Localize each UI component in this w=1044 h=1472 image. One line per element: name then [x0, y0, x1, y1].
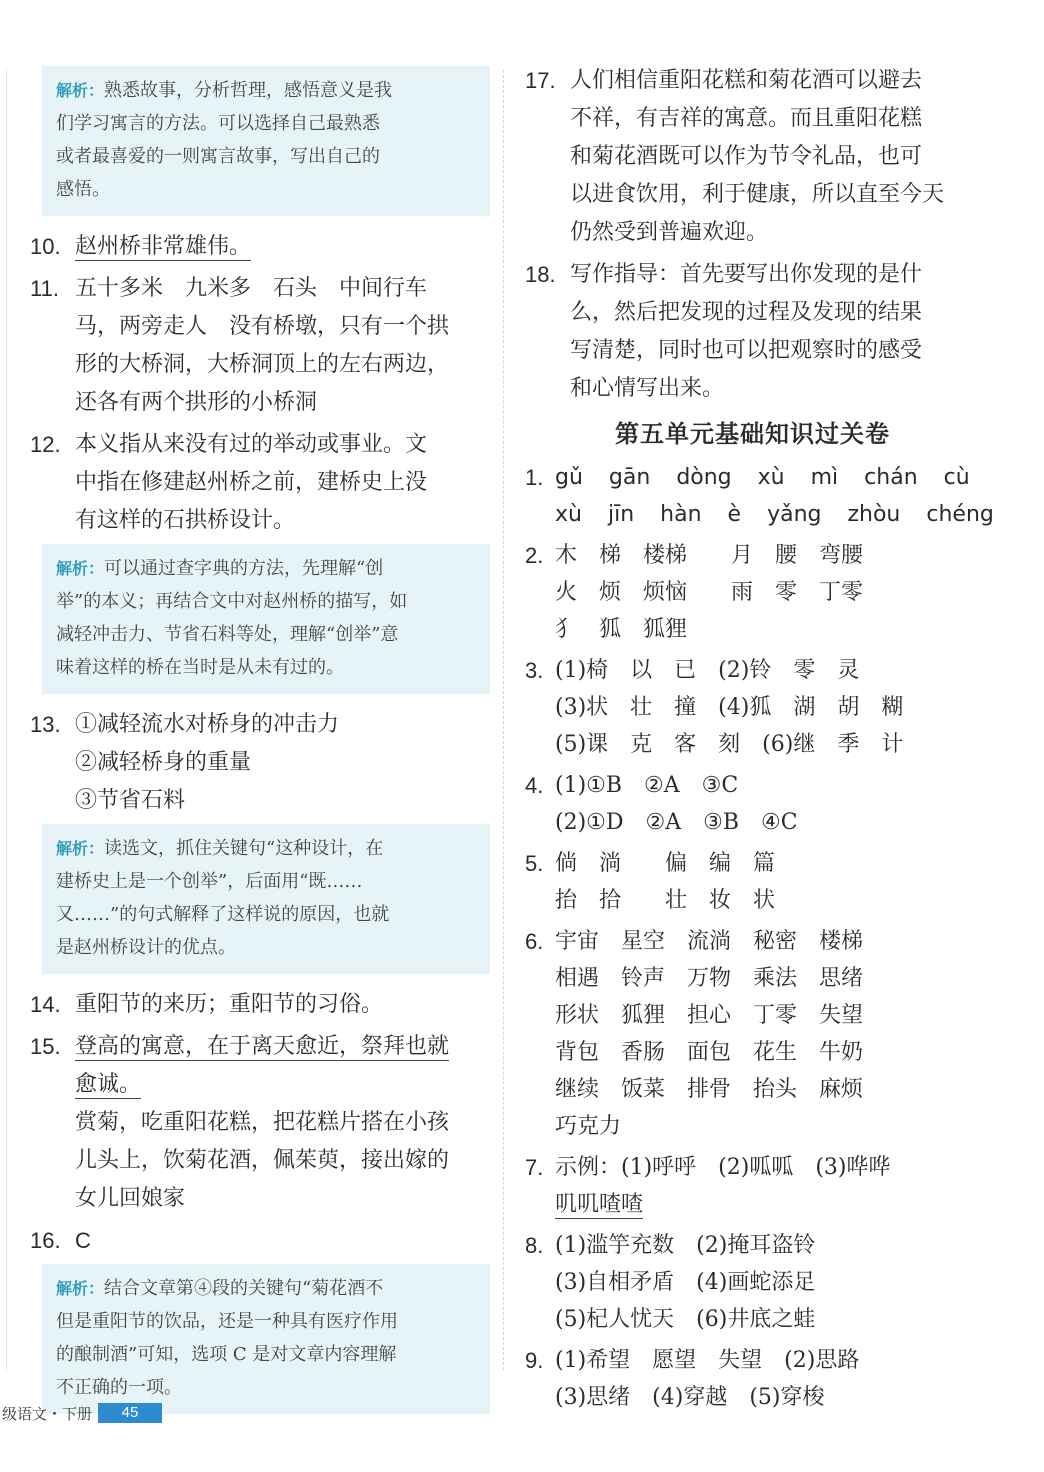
answer-line: 倘 淌 偏 编 篇	[555, 851, 776, 876]
answer-line: 女儿回娘家	[75, 1186, 186, 1211]
underlined-answer: 叽叽喳喳	[555, 1192, 644, 1217]
answer-line: (5)杞人忧天 (6)井底之蛙	[555, 1307, 816, 1332]
pinyin: chéng	[926, 502, 994, 527]
question-number: 14.	[30, 992, 61, 1017]
answer-line: 和心情写出来。	[570, 376, 725, 401]
answer-line: 中指在修建赵州桥之前，建桥史上没	[75, 470, 428, 495]
pinyin: xù	[555, 502, 582, 527]
answer-line: (3)思绪 (4)穿越 (5)穿梭	[555, 1385, 825, 1410]
answer-line: (3)状 壮 撞 (4)狐 湖 胡 糊	[555, 695, 904, 720]
note-line: 举”的本义；再结合文中对赵州桥的描写，如	[56, 591, 408, 612]
answer-14	[30, 986, 490, 1024]
section-title: 第五单元基础知识过关卷	[615, 420, 890, 448]
analysis-note-2	[42, 544, 490, 694]
answer-line: ①减轻流水对桥身的冲击力	[75, 712, 340, 737]
answer-line: 仍然受到普遍欢迎。	[570, 220, 769, 245]
pinyin: yǎng	[767, 502, 822, 527]
answer-9	[525, 1342, 980, 1416]
question-number: 15.	[30, 1034, 61, 1059]
analysis-note-3	[42, 824, 490, 974]
answer-line: 重阳节的来历；重阳节的习俗。	[75, 992, 384, 1017]
note-line: 们学习寓言的方法。可以选择自己最熟悉	[56, 113, 380, 134]
answer-line: 犭 狐 狐狸	[555, 617, 688, 642]
answer-line: 不祥，有吉祥的寓意。而且重阳花糕	[570, 106, 923, 131]
note-line: 熟悉故事，分析哲理，感悟意义是我	[104, 80, 393, 101]
answer-line: (1)希望 愿望 失望 (2)思路	[555, 1348, 860, 1373]
page-footer	[0, 1402, 162, 1424]
footer-book-label: 级语文・下册	[2, 1404, 93, 1423]
answer-line: 相遇 铃声 万物 乘法 思绪	[555, 966, 864, 991]
pinyin-row-2	[555, 496, 994, 533]
answer-line: (2)①D ②A ③B ④C	[555, 810, 798, 835]
answer-line: 继续 饭菜 排骨 抬头 麻烦	[555, 1077, 864, 1102]
note-line: 减轻冲击力、节省石料等处，理解“创举”意	[56, 624, 399, 645]
analysis-tag: 解析：	[56, 81, 105, 100]
column-divider	[503, 70, 504, 1370]
answer-line: 以进食饮用，利于健康，所以直至今天	[570, 182, 945, 207]
question-number: 6.	[525, 929, 544, 954]
answer-line: (3)自相矛盾 (4)画蛇添足	[555, 1270, 816, 1295]
analysis-note-1	[42, 66, 490, 216]
answer-line: (1)①B ②A ③C	[555, 773, 739, 798]
pinyin: zhòu	[847, 502, 901, 527]
note-line: 的酿制酒”可知，选项 C 是对文章内容理解	[56, 1344, 397, 1365]
analysis-tag: 解析：	[56, 839, 105, 858]
answer-line: 示例：(1)呼呼 (2)呱呱 (3)哗哗	[555, 1155, 891, 1180]
question-number: 1.	[525, 465, 544, 490]
note-line: 不正确的一项。	[56, 1377, 182, 1398]
pinyin: xù	[757, 465, 785, 490]
answer-12	[30, 426, 490, 540]
answer-line: 形状 狐狸 担心 丁零 失望	[555, 1003, 864, 1028]
note-line: 但是重阳节的饮品，还是一种具有医疗作用	[56, 1311, 398, 1332]
left-column	[30, 62, 490, 1426]
answer-line: 本义指从来没有过的举动或事业。文	[75, 432, 428, 457]
question-number: 7.	[525, 1155, 544, 1180]
note-line: 可以通过查字典的方法，先理解“创	[104, 558, 384, 579]
note-line: 味着这样的桥在当时是从未有过的。	[56, 657, 344, 678]
note-line: 建桥史上是一个创举”，后面用“既……	[56, 871, 363, 892]
answer-18	[525, 256, 980, 408]
left-edge-rule	[6, 70, 7, 1370]
answer-line: 赏菊，吃重阳花糕，把花糕片搭在小孩	[75, 1110, 450, 1135]
question-number: 4.	[525, 773, 544, 798]
question-number: 18.	[525, 262, 556, 287]
pinyin: hàn	[660, 502, 702, 527]
analysis-tag: 解析：	[56, 1279, 105, 1298]
answer-6	[525, 923, 980, 1145]
question-number: 12.	[30, 432, 61, 457]
pinyin: gǔ	[555, 465, 583, 490]
answer-3	[525, 652, 980, 763]
question-number: 5.	[525, 851, 544, 876]
answer-line: 和菊花酒既可以作为节令礼品，也可	[570, 144, 923, 169]
answer-line: (1)滥竽充数 (2)掩耳盗铃	[555, 1233, 816, 1258]
underlined-answer: 愈诚。	[75, 1072, 142, 1097]
question-number: 2.	[525, 543, 544, 568]
pinyin: jīn	[607, 502, 635, 527]
answer-1-pinyin	[525, 459, 994, 533]
pinyin: chán	[864, 465, 918, 490]
answer-line: (5)课 克 客 刻 (6)继 季 计	[555, 732, 904, 757]
note-line: 感悟。	[56, 179, 110, 200]
right-column	[525, 62, 994, 1420]
answer-11	[30, 270, 490, 422]
pinyin: mì	[810, 465, 839, 490]
question-number: 3.	[525, 658, 544, 683]
underlined-answer: 登高的寓意，在于离天愈近，祭拜也就	[75, 1034, 450, 1059]
page-number: 45	[98, 1403, 162, 1423]
answer-line: 抬 拾 壮 妆 状	[555, 888, 776, 913]
answer-line: 宇宙 星空 流淌 秘密 楼梯	[555, 929, 864, 954]
pinyin: dòng	[676, 465, 732, 490]
question-number: 10.	[30, 234, 61, 259]
analysis-tag: 解析：	[56, 559, 105, 578]
answer-line: 么，然后把发现的过程及发现的结果	[570, 300, 923, 325]
answer-5	[525, 845, 980, 919]
answer-line: 五十多米 九米多 石头 中间行车	[75, 276, 428, 301]
answer-line: 写作指导：首先要写出你发现的是什	[570, 262, 923, 287]
answer-16	[30, 1222, 490, 1260]
pinyin-row-1	[555, 459, 994, 496]
answer-text: 赵州桥非常雄伟。	[75, 234, 252, 259]
answer-8	[525, 1227, 980, 1338]
answer-line: 木 梯 楼梯 月 腰 弯腰	[555, 543, 864, 568]
answer-15	[30, 1028, 490, 1218]
question-number: 16.	[30, 1228, 61, 1253]
analysis-note-4	[42, 1264, 490, 1414]
answer-7	[525, 1149, 980, 1223]
answer-line: ②减轻桥身的重量	[75, 750, 252, 775]
note-line: 又……”的句式解释了这样说的原因，也就	[56, 904, 390, 925]
note-line: 是赵州桥设计的优点。	[56, 937, 236, 958]
question-number: 9.	[525, 1348, 544, 1373]
answer-4	[525, 767, 980, 841]
answer-line: 写清楚，同时也可以把观察时的感受	[570, 338, 923, 363]
answer-line: 儿头上，饮菊花酒，佩茱萸，接出嫁的	[75, 1148, 450, 1173]
answer-10	[30, 228, 490, 266]
answer-13	[30, 706, 490, 820]
answer-line: 火 烦 烦恼 雨 零 丁零	[555, 580, 864, 605]
answer-line: 马，两旁走人 没有桥墩，只有一个拱	[75, 314, 450, 339]
question-number: 13.	[30, 712, 61, 737]
answer-line: 背包 香肠 面包 花生 牛奶	[555, 1040, 864, 1065]
note-line: 读选文，抓住关键句“这种设计，在	[104, 838, 384, 859]
pinyin: gān	[608, 465, 651, 490]
question-number: 11.	[30, 276, 59, 301]
answer-line: 人们相信重阳花糕和菊花酒可以避去	[570, 68, 923, 93]
note-line: 或者最喜爱的一则寓言故事，写出自己的	[56, 146, 380, 167]
pinyin: cù	[943, 465, 970, 490]
note-line: 结合文章第④段的关键句“菊花酒不	[104, 1278, 384, 1299]
answer-2	[525, 537, 980, 648]
answer-17	[525, 62, 980, 252]
question-number: 8.	[525, 1233, 544, 1258]
answer-line: C	[75, 1228, 91, 1253]
answer-line: 形的大桥洞，大桥洞顶上的左右两边，	[75, 352, 450, 377]
pinyin: è	[727, 502, 742, 527]
answer-line: 有这样的石拱桥设计。	[75, 508, 296, 533]
answer-line: 巧克力	[555, 1114, 622, 1139]
answer-line: ③节省石料	[75, 788, 186, 813]
answer-line: (1)椅 以 已 (2)铃 零 灵	[555, 658, 860, 683]
answer-line: 还各有两个拱形的小桥洞	[75, 390, 318, 415]
question-number: 17.	[525, 68, 556, 93]
